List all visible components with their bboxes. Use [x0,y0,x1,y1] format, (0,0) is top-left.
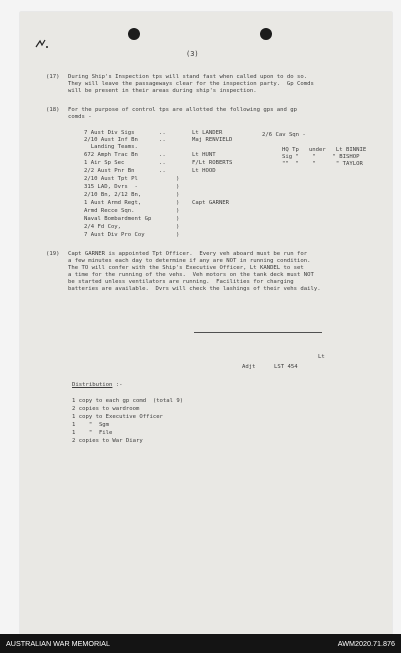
signature-ship: LST 454 [274,364,298,370]
unit-commander: Maj RENVIELD [192,137,233,143]
unit-name: 2/10 Bn, 2/12 Bn, [84,192,142,198]
signature-rank: Lt [318,354,325,360]
page-number: (3) [186,50,199,58]
archive-reference: AWM2020.71.876 [337,639,395,648]
unit-name: 7 Aust Div Pro Coy [84,232,145,238]
unit-commander: Lt LANDER [192,130,223,136]
para-19-line: be started unless ventilators are running. Facilities for charging [68,279,294,285]
ink-mark-icon [34,38,50,50]
unit-name: 2/2 Aust Pnr Bn [84,168,135,174]
para-19-line: The TO will confer with the Ship's Executive Officer, Lt KANDEL to set [68,265,304,271]
unit-name: 1 Aust Armd Regt, [84,200,142,206]
unit-bracket: ) [176,208,180,214]
unit-commander: Lt HUNT [192,152,216,158]
distribution-item: 1 " Sgm [72,422,110,428]
archive-footer [0,634,401,653]
para-19-line: Capt GARNER is appointed Tpt Officer. Every veh aboard must be run for [68,251,308,257]
cav-sqn-row: "" " " " TAYLOR [282,161,363,167]
para-17-line: They will leave the passageways clear for the inspection party. Gp Comds [68,81,314,87]
distribution-item: 2 copies to War Diary [72,438,143,444]
unit-dots: .. [159,137,166,143]
distribution-item: 1 copy to Executive Officer [72,414,163,420]
para-17-number: (17) [46,74,60,80]
para-19-number: (19) [46,251,60,257]
unit-name: 672 Amph Trac Bn [84,152,138,158]
unit-commander: F/Lt ROBERTS [192,160,233,166]
unit-dots: .. [159,130,166,136]
unit-bracket: ) [176,216,180,222]
document-page [20,12,392,634]
distribution-item: 2 copies to wardroom [72,406,140,412]
unit-commander: Lt HOOD [192,168,216,174]
unit-bracket: ) [176,176,180,182]
cav-sqn-title: 2/6 Cav Sqn - [262,132,306,138]
punch-hole [128,28,140,40]
unit-bracket: ) [176,192,180,198]
para-19-line: batteries are available. Dvrs will check the lashings of their vehs daily. [68,286,321,292]
signature-adjt: Adjt [242,364,256,370]
unit-dots: .. [159,168,166,174]
para-19-line: a few minutes each day to determine if any are NOT in running condition. [68,258,311,264]
para-17-line: will be present in their areas during ship's inspection. [68,88,257,94]
punch-hole [260,28,272,40]
unit-commander: Capt GARNER [192,200,230,206]
distribution-item: 1 copy to each gp comd (total 9) [72,398,184,404]
unit-name: 2/4 Fd Coy, [84,224,122,230]
unit-name: 7 Aust Div Sigs [84,130,135,136]
para-18-line: For the purpose of control tps are allotted the following gps and gp [68,107,298,113]
cav-sqn-row: Sig " " " BISHOP [282,154,360,160]
distribution-heading-text: Distribution [72,382,113,388]
distribution-heading [72,382,123,389]
archive-name: AUSTRALIAN WAR MEMORIAL [6,639,110,648]
cav-sqn-row: HQ Tp under Lt BINNIE [282,147,367,153]
divider-line [194,332,322,333]
unit-bracket: ) [176,184,180,190]
unit-name: Landing Teams. [84,144,138,150]
unit-bracket: ) [176,232,180,238]
unit-name: 2/10 Aust Tpt Pl [84,176,138,182]
para-19-line: a time for the running of the vehs. Veh motors on the tank deck must NOT [68,272,314,278]
distribution-item: 1 " File [72,430,113,436]
unit-name: 2/10 Aust Inf Bn [84,137,138,143]
unit-name: Armd Recce Sqn. [84,208,135,214]
para-18-line: comds - [68,114,92,120]
unit-bracket: ) [176,200,180,206]
unit-name: 315 LAD, Dvrs - [84,184,138,190]
unit-bracket: ) [176,224,180,230]
distribution-heading-suffix: :- [112,382,123,388]
unit-name: Naval Bombardment Gp [84,216,152,222]
unit-dots: .. [159,152,166,158]
unit-dots: .. [159,160,166,166]
para-18-number: (18) [46,107,60,113]
para-17-line: During Ship's Inspection tps will stand fast when called upon to do so. [68,74,308,80]
unit-name: 1 Air Sp Sec [84,160,125,166]
